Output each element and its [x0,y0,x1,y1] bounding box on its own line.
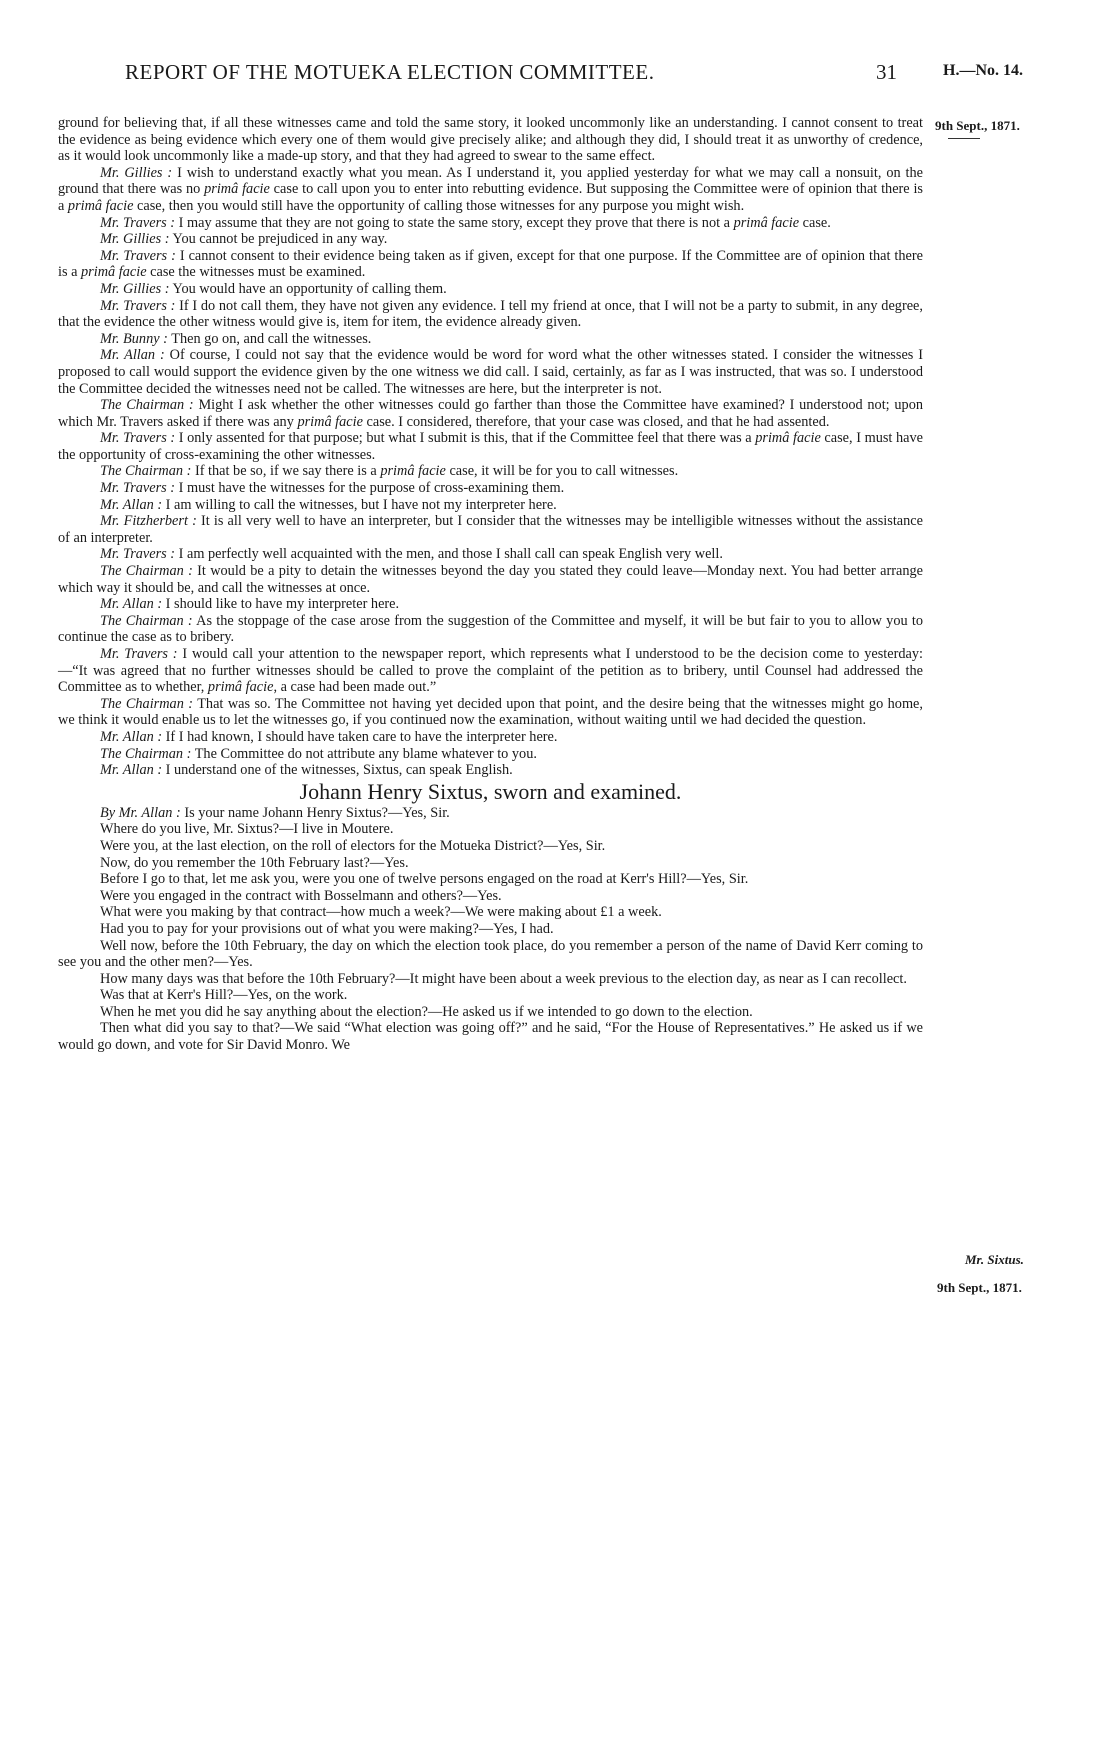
paragraph-text: If I do not call them, they have not given any evidence. I tell my friend at once, that I will not be a party to submit, in any degree, that the evidence the other witness would give is, item for item, the evidence already given. [58,297,923,331]
dialogue-paragraph [58,480,923,497]
margin-date-examination: 9th Sept., 1871. [937,1280,1022,1295]
dialogue-paragraph [58,298,923,331]
speaker-name: The Chairman : [100,563,193,580]
examination-paragraph [58,971,923,988]
speaker-name: Mr. Travers : [100,546,176,563]
dialogue-paragraph [58,696,923,729]
speaker-name: Mr. Fitzherbert : [100,513,197,530]
paragraph-text: I am willing to call the witnesses, but I have not my interpreter here. [165,496,557,513]
witness-examination [58,805,923,1054]
speaker-name: Mr. Travers : [100,247,176,264]
paragraph-text: As the stoppage of the case arose from the suggestion of the Committee and myself, it will be but fair to you to allow you to continue the case as to bribery. [58,612,923,646]
dialogue-paragraph [58,596,923,613]
dialogue-paragraph [58,646,923,696]
paragraph-text: I may assume that they are not going to state the same story, except they prove that there is not a primâ facie case. [178,214,831,231]
speaker-name: Mr. Allan : [100,728,163,745]
speaker-name: The Chairman : [100,463,192,480]
page-number: 31 [876,60,897,84]
paragraph-text: Now, do you remember the 10th February last?—Yes. [100,854,409,871]
speaker-name: Mr. Gillies : [100,164,173,181]
speaker-name: Mr. Bunny : [100,330,168,347]
speaker-name: Mr. Allan : [100,496,163,513]
paragraph-text: Were you engaged in the contract with Bosselmann and others?—Yes. [100,887,502,904]
dialogue-paragraph [58,397,923,430]
report-title: REPORT OF THE MOTUEKA ELECTION COMMITTEE. [125,60,655,84]
paragraph-text: If that be so, if we say there is a primâ facie case, it will be for you to call witnesses. [194,463,679,480]
paragraph-text: I cannot consent to their evidence being taken as if given, except for that one purpose. If the Committee are of opinion that there is a primâ facie case the witnesses must be examined. [58,247,923,281]
speaker-name: The Chairman : [100,695,194,712]
document-reference: H.—No. 14. [943,62,1023,79]
dialogue-paragraph [58,115,923,165]
page-header [125,60,1065,100]
speaker-name: Mr. Travers : [100,646,178,662]
body-text [58,115,923,1054]
paragraph-text: Of course, I could not say that the evidence would be word for word what the other witnesses stated. I consider the witnesses I proposed to call would support the evidence given by the one witness we did call. I said, certainly, as far as I was instructed, that was so. I understood the Committee decided the witnesses need not be called. The witnesses are here, but the interpreter is not. [58,347,924,397]
paragraph-text: How many days was that before the 10th February?—It might have been about a week previous to the election day, as near as I can recollect. [100,970,907,987]
dialogue-paragraph [58,762,923,779]
paragraph-text: Then what did you say to that?—We said “What election was going off?” and he said, “For the House of Representatives.” He asked us if we would go down, and vote for Sir David Monro. We [58,1020,923,1054]
paragraph-text: Well now, before the 10th February, the day on which the election took place, do you remember a person of the name of David Kerr coming to see you and the other men?—Yes. [58,937,923,971]
dialogue-paragraph [58,248,923,281]
paragraph-text: What were you making by that contract—how much a week?—We were making about £1 a week. [100,904,662,921]
examination-paragraph [58,1004,923,1021]
paragraph-text: I should like to have my interpreter here. [165,596,400,613]
paragraph-text: Might I ask whether the other witnesses could go farther than those the Committee have examined? I understood not; upon which Mr. Travers asked if there was any primâ facie case. I considered, therefore, that your case was closed, and that he had assented. [58,397,923,430]
examination-paragraph [58,805,923,822]
dialogue-paragraph [58,215,923,232]
examination-paragraph [58,855,923,872]
dialogue-paragraph [58,546,923,563]
dialogue-paragraph [58,513,923,546]
examination-paragraph [58,938,923,971]
paragraph-text: Then go on, and call the witnesses. [171,330,372,347]
paragraph-text: The Committee do not attribute any blame whatever to you. [194,745,537,762]
paragraph-text: When he met you did he say anything about the election?—He asked us if we intended to go down to the election. [100,1003,753,1020]
speaker-name: Mr. Allan : [100,596,163,613]
section-heading: Johann Henry Sixtus, sworn and examined. [299,778,682,804]
examination-paragraph [58,987,923,1004]
margin-witness-name: Mr. Sixtus. [965,1252,1024,1267]
paragraph-text: ground for believing that, if all these witnesses came and told the same story, it looked uncommonly like an understanding. I cannot consent to treat the evidence as being evidence which every one of them would give precisely alike; and although they did, I should treat it as unworthy of credence, as it would look uncommonly like a made-up story, and that they had agreed to swear to the same effect. [58,115,923,165]
speaker-name: The Chairman : [100,745,192,762]
paragraph-text: Is your name Johann Henry Sixtus?—Yes, Sir. [184,804,450,821]
speaker-name: Mr. Travers : [100,214,176,231]
examination-paragraph [58,921,923,938]
committee-dialogue [58,115,923,779]
paragraph-text: If I had known, I should have taken care to have the interpreter here. [165,728,558,745]
speaker-name: By Mr. Allan : [100,804,181,821]
paragraph-text: I would call your attention to the newspaper report, which represents what I understood to be the decision come to yesterday:—“It was agreed that no further witnesses should be called to prove the complaint of the petition as to bribery, until Counsel had addressed the Committee as to whether, primâ facie, a case had been made out.” [58,646,923,696]
speaker-name: Mr. Allan : [100,347,165,364]
speaker-name: Mr. Travers : [100,480,176,497]
speaker-name: Mr. Travers : [100,297,176,314]
paragraph-text: Were you, at the last election, on the roll of electors for the Motueka District?—Yes, Sir. [100,837,606,854]
paragraph-text: Had you to pay for your provisions out of what you were making?—Yes, I had. [100,920,554,937]
paragraph-text: You would have an opportunity of calling them. [172,280,447,297]
dialogue-paragraph [58,497,923,514]
paragraph-text: I only assented for that purpose; but what I submit is this, that if the Committee feel that there was a primâ facie case, I must have the opportunity of cross-examining the other witnesses. [58,430,923,463]
paragraph-text: I wish to understand exactly what you mean. As I understand it, you applied yesterday for what we may call a nonsuit, on the ground that there was no primâ facie case to call upon you to enter into rebutting evidence. But supposing the Committee were of opinion that there is a primâ facie case, then you would still have the opportunity of calling those witnesses for any purpose you might wish. [58,164,923,214]
margin-date: 9th Sept., 1871. [935,118,1020,133]
paragraph-text: I am perfectly well acquainted with the men, and those I shall call can speak English very well. [178,546,723,563]
dialogue-paragraph [58,347,923,397]
speaker-name: Mr. Allan : [100,762,163,779]
paragraph-text: Where do you live, Mr. Sixtus?—I live in Moutere. [100,821,394,838]
paragraph-text: It would be a pity to detain the witnesses beyond the day you stated they could leave—Monday next. You had better arrange which way it should be, and call the witnesses at once. [58,563,923,596]
paragraph-text: You cannot be prejudiced in any way. [172,231,388,248]
paragraph-text: Before I go to that, let me ask you, were you one of twelve persons engaged on the road at Kerr's Hill?—Yes, Sir. [100,871,749,888]
dialogue-paragraph [58,165,923,215]
margin-rule [948,138,980,139]
examination-paragraph [58,888,923,905]
dialogue-paragraph [58,281,923,298]
examination-paragraph [58,1020,923,1053]
paragraph-text: Was that at Kerr's Hill?—Yes, on the work. [100,987,348,1004]
speaker-name: Mr. Travers : [100,430,176,447]
dialogue-paragraph [58,463,923,480]
dialogue-paragraph [58,231,923,248]
examination-paragraph [58,904,923,921]
speaker-name: Mr. Gillies : [100,231,170,248]
paragraph-text: It is all very well to have an interpreter, but I consider that the witnesses may be intelligible witnesses without the assistance of an interpreter. [58,513,923,546]
dialogue-paragraph [58,331,923,348]
examination-paragraph [58,871,923,888]
paragraph-text: I understand one of the witnesses, Sixtus, can speak English. [165,762,513,779]
dialogue-paragraph [58,746,923,763]
examination-paragraph [58,821,923,838]
dialogue-paragraph [58,613,923,646]
dialogue-paragraph [58,430,923,463]
speaker-name: The Chairman : [100,397,194,414]
paragraph-text: I must have the witnesses for the purpose of cross-examining them. [178,480,565,497]
speaker-name: Mr. Gillies : [100,280,170,297]
dialogue-paragraph [58,729,923,746]
examination-paragraph [58,838,923,855]
dialogue-paragraph [58,563,923,596]
paragraph-text: That was so. The Committee not having yet decided upon that point, and the desire being that the witnesses might go home, we think it would enable us to let the witnesses go, if you continued now the examination, without waiting until we had decided the question. [58,695,923,729]
speaker-name: The Chairman : [100,612,193,629]
